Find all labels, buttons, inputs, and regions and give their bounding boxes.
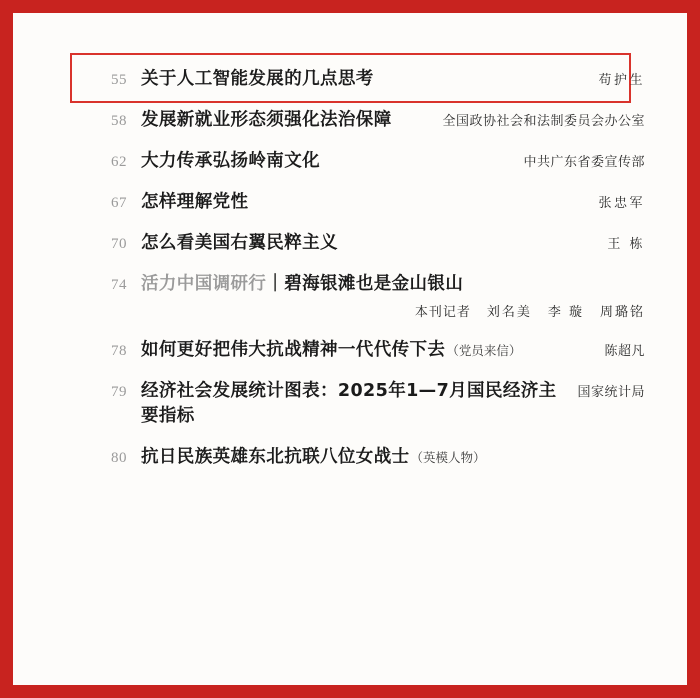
page-number: 55 [111,72,127,88]
toc-entry[interactable] [13,377,687,427]
entry-series-label: 活力中国调研行 [141,274,267,294]
title-wrap [127,443,645,468]
title-wrap [127,65,588,90]
entry-title: 经济社会发展统计图表：2025年1—7月国民经济主要指标 [141,381,557,426]
entry-author: 国家统计局 [577,385,645,400]
toc-entry[interactable] [13,443,687,468]
author-role: 本刊记者 [414,305,471,320]
title-wrap [127,229,597,254]
entry-title: 抗日民族英雄东北抗联八位女战士 [141,447,410,467]
table-of-contents [13,13,687,468]
entry-title: 关于人工智能发展的几点思考 [141,69,374,89]
author-name: 李 璇 [547,305,584,320]
entry-title: 怎么看美国右翼民粹主义 [141,233,338,253]
entry-title: 怎样理解党性 [141,192,249,212]
toc-entry[interactable] [13,229,687,254]
entry-note: （党员来信） [446,343,522,358]
entry-note: （英模人物） [410,450,486,465]
title-wrap [127,270,645,295]
toc-entry[interactable] [13,106,687,131]
title-wrap [127,336,594,361]
page-number: 58 [111,113,127,129]
page-number: 74 [111,277,127,293]
page-number: 80 [111,450,127,466]
entry-author: 中共广东省委宣传部 [523,155,645,170]
toc-entry[interactable] [13,270,687,295]
page-number: 62 [111,154,127,170]
page-number: 67 [111,195,127,211]
toc-entry[interactable] [13,336,687,361]
entry-author: 全国政协社会和法制委员会办公室 [442,114,645,129]
toc-entry[interactable] [13,147,687,172]
entry-title-separator: ｜ [266,274,285,294]
toc-entry[interactable] [13,65,687,90]
title-wrap [127,377,567,427]
entry-author: 苟护生 [598,73,645,88]
author-name: 周璐铭 [599,305,645,320]
toc-entry[interactable] [13,188,687,213]
page-number: 78 [111,343,127,359]
entry-author-line [13,295,687,320]
title-wrap [127,106,432,131]
entry-author: 王 栋 [607,237,645,252]
author-name: 刘名美 [486,305,532,320]
entry-title: 大力传承弘扬岭南文化 [141,151,320,171]
entry-title: 如何更好把伟大抗战精神一代代传下去 [141,340,446,360]
magazine-page [13,13,687,685]
entry-title: 发展新就业形态须强化法治保障 [141,110,392,130]
entry-title: 碧海银滩也是金山银山 [284,274,464,294]
entry-author: 陈超凡 [604,344,645,359]
page-number: 70 [111,236,127,252]
title-wrap [127,147,513,172]
title-wrap [127,188,588,213]
entry-author: 张忠军 [598,196,645,211]
page-number: 79 [111,384,127,400]
